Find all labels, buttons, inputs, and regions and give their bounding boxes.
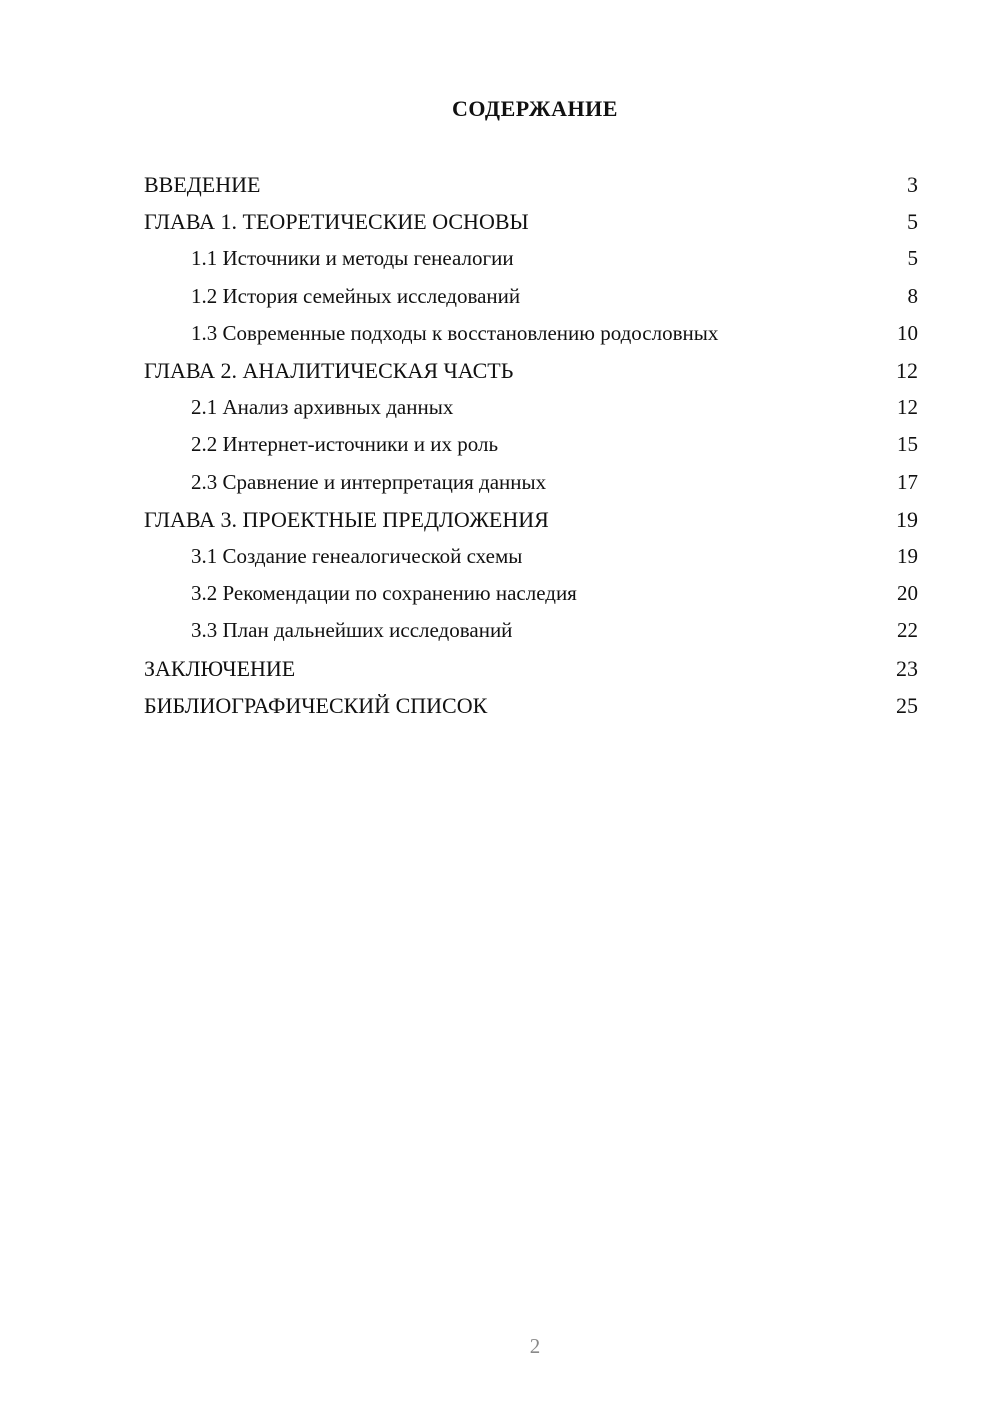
toc-entry [144, 538, 918, 575]
toc-entry-page: 3 [907, 172, 918, 198]
toc-entry-label: 1.3 Современные подходы к восстановлению родословных [191, 320, 719, 345]
toc-entry-label: 2.3 Сравнение и интерпретация данных [191, 469, 547, 494]
toc-entry [144, 426, 918, 463]
toc-entry-page: 19 [897, 543, 918, 568]
toc-entry-page: 10 [897, 320, 918, 345]
toc-entry-page: 20 [897, 581, 918, 606]
toc-entry [144, 315, 918, 352]
toc-entry-page: 23 [896, 655, 918, 681]
toc-entry-page: 25 [896, 692, 918, 718]
toc-entry [144, 575, 918, 612]
toc-entry [144, 612, 918, 649]
toc-entry-page: 5 [907, 209, 918, 235]
toc-entry-page: 12 [896, 358, 918, 384]
table-of-contents [144, 166, 918, 724]
toc-entry-page: 5 [907, 246, 918, 271]
toc-entry-label: ГЛАВА 1. ТЕОРЕТИЧЕСКИЕ ОСНОВЫ [144, 209, 529, 235]
toc-entry [144, 352, 918, 389]
toc-entry-page: 17 [897, 469, 918, 494]
toc-entry [144, 389, 918, 426]
toc-entry-label: 3.1 Создание генеалогической схемы [191, 543, 523, 568]
toc-entry-label: 1.1 Источники и методы генеалогии [191, 246, 514, 271]
toc-entry-label: БИБЛИОГРАФИЧЕСКИЙ СПИСОК [144, 692, 488, 718]
toc-entry [144, 464, 918, 501]
toc-entry-page: 15 [897, 432, 918, 457]
toc-entry [144, 166, 918, 203]
page-title: СОДЕРЖАНИЕ [452, 96, 618, 121]
toc-entry-page: 8 [907, 283, 918, 308]
toc-entry [144, 240, 918, 277]
toc-entry-label: ВВЕДЕНИЕ [144, 172, 261, 198]
toc-entry-page: 19 [896, 506, 918, 532]
toc-entry-label: 3.2 Рекомендации по сохранению наследия [191, 581, 577, 606]
toc-entry-label: ГЛАВА 3. ПРОЕКТНЫЕ ПРЕДЛОЖЕНИЯ [144, 506, 549, 532]
toc-entry-page: 12 [897, 395, 918, 420]
toc-entry-page: 22 [897, 618, 918, 643]
toc-entry [144, 649, 918, 686]
toc-entry [144, 203, 918, 240]
toc-entry [144, 687, 918, 724]
page-number: 2 [529, 1334, 541, 1358]
toc-entry-label: 1.2 История семейных исследований [191, 283, 521, 308]
toc-entry-label: 2.2 Интернет-источники и их роль [191, 432, 499, 457]
toc-entry [144, 278, 918, 315]
toc-entry-label: 2.1 Анализ архивных данных [191, 395, 454, 420]
toc-entry-label: 3.3 План дальнейших исследований [191, 618, 513, 643]
toc-entry [144, 501, 918, 538]
toc-entry-label: ГЛАВА 2. АНАЛИТИЧЕСКАЯ ЧАСТЬ [144, 358, 514, 384]
toc-entry-label: ЗАКЛЮЧЕНИЕ [144, 655, 296, 681]
